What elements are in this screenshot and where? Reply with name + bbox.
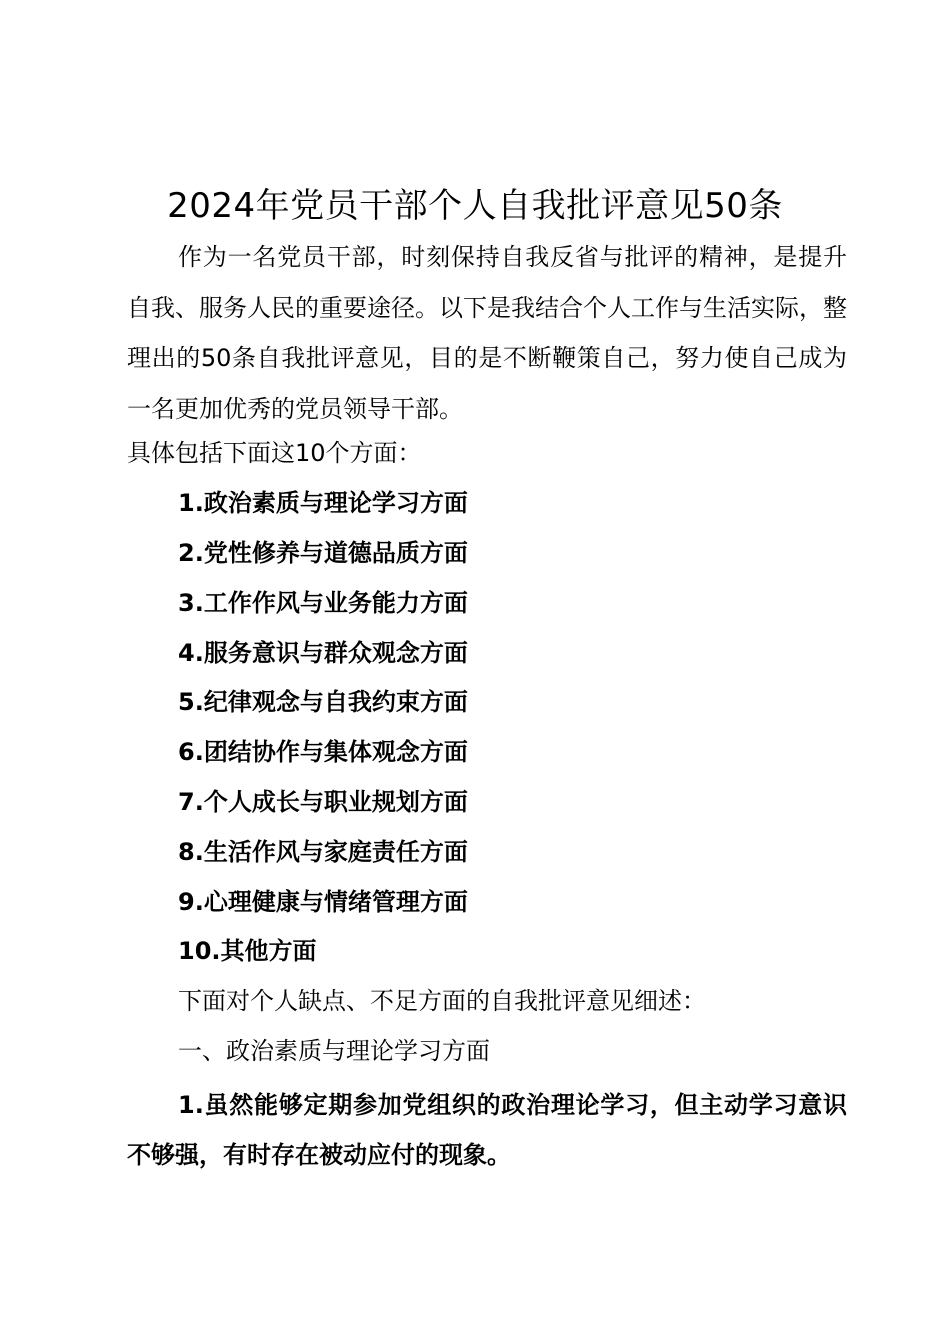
aspect-item: 7.个人成长与职业规划方面	[178, 788, 468, 816]
aspect-item: 2.党性修养与道德品质方面	[178, 539, 468, 567]
aspect-item: 1.政治素质与理论学习方面	[178, 489, 468, 517]
aspect-item: 9.心理健康与情绪管理方面	[178, 888, 468, 916]
detail-intro: 下面对个人缺点、不足方面的自我批评意见细述：	[178, 987, 706, 1015]
aspects-lead: 具体包括下面这10个方面：	[127, 439, 422, 467]
aspect-item: 3.工作作风与业务能力方面	[178, 589, 468, 617]
section-item: 1.虽然能够定期参加党组织的政治理论学习，但主动学习意识不够强，有时存在被动应付的现象。	[127, 1091, 847, 1169]
aspect-item: 5.纪律观念与自我约束方面	[178, 688, 468, 716]
intro-paragraph: 作为一名党员干部，时刻保持自我反省与批评的精神，是提升自我、服务人民的重要途径。以下是我结合个人工作与生活实际，整理出的50条自我批评意见，目的是不断鞭策自己，努力使自己成为一名更加优秀的党员领导干部。	[127, 243, 847, 423]
document-title: 2024年党员干部个人自我批评意见50条	[167, 186, 783, 226]
aspect-item: 8.生活作风与家庭责任方面	[178, 838, 468, 866]
section-heading: 一、政治素质与理论学习方面	[178, 1037, 490, 1065]
aspect-item: 10.其他方面	[178, 937, 317, 965]
aspect-item: 4.服务意识与群众观念方面	[178, 639, 468, 667]
aspect-item: 6.团结协作与集体观念方面	[178, 738, 468, 766]
